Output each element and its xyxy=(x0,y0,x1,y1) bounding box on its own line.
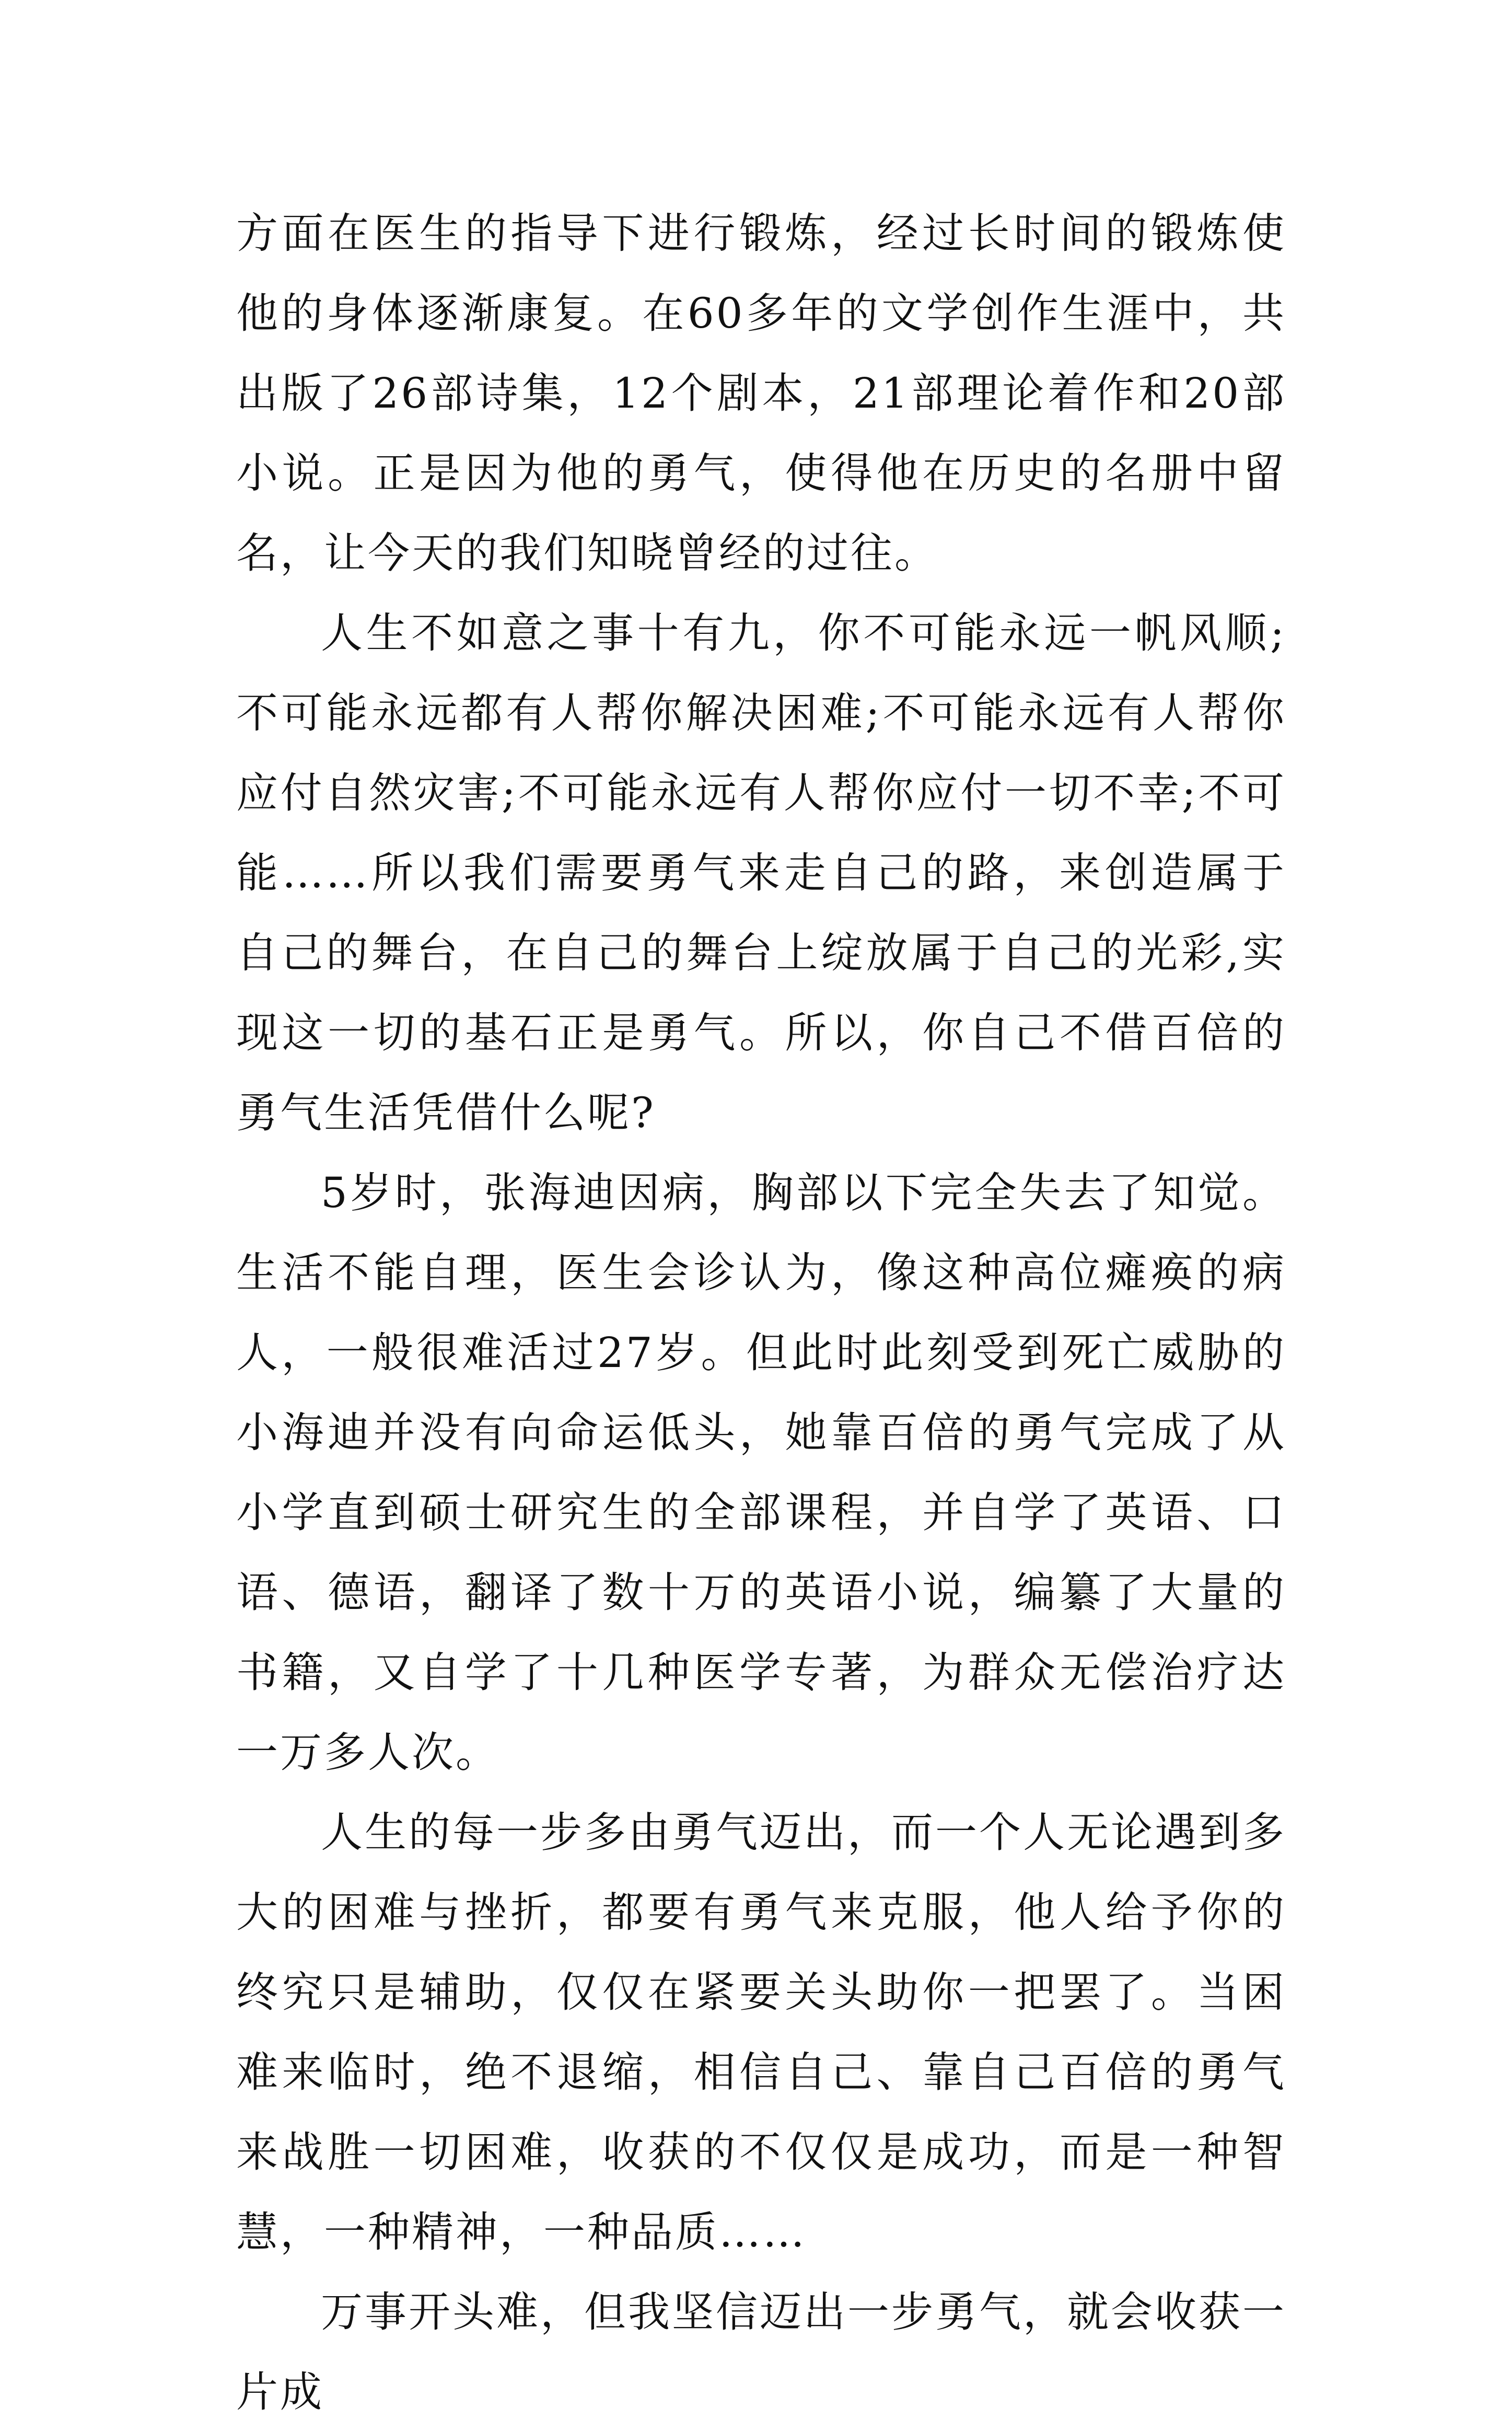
paragraph: 人生不如意之事十有九，你不可能永远一帆风顺;不可能永远都有人帮你解决困难;不可能永远有人帮你应付自然灾害;不可能永远有人帮你应付一切不幸;不可能……所以我们需要勇气来走自己的路，来创造属于自己的舞台，在自己的舞台上绽放属于自己的光彩,实现这一切的基石正是勇气。所以，你自己不借百倍的勇气生活凭借什么呢? xyxy=(236,609,1286,1137)
paragraph: 人生的每一步多由勇气迈出，而一个人无论遇到多大的困难与挫折，都要有勇气来克服，他人给予你的终究只是辅助，仅仅在紧要关头助你一把罢了。当困难来临时，绝不退缩，相信自己、靠自己百倍的勇气来战胜一切困难，收获的不仅仅是成功，而是一种智慧，一种精神，一种品质…… xyxy=(236,1808,1286,2256)
paragraph: 方面在医生的指导下进行锻炼，经过长时间的锻炼使他的身体逐渐康复。在60多年的文学创作生涯中，共出版了26部诗集，12个剧本，21部理论着作和20部小说。正是因为他的勇气，使得他在历史的名册中留名，让今天的我们知晓曾经的过往。 xyxy=(236,209,1286,577)
paragraph: 万事开头难，但我坚信迈出一步勇气，就会收获一片成 xyxy=(236,2288,1286,2416)
body-text xyxy=(236,193,1286,2432)
paragraph: 5岁时，张海迪因病，胸部以下完全失去了知觉。生活不能自理，医生会诊认为，像这种高位瘫痪的病人，一般很难活过27岁。但此时此刻受到死亡威胁的小海迪并没有向命运低头，她靠百倍的勇气完成了从小学直到硕士研究生的全部课程，并自学了英语、口语、德语，翻译了数十万的英语小说，编纂了大量的书籍，又自学了十几种医学专著，为群众无偿治疗达一万多人次。 xyxy=(236,1168,1286,1777)
